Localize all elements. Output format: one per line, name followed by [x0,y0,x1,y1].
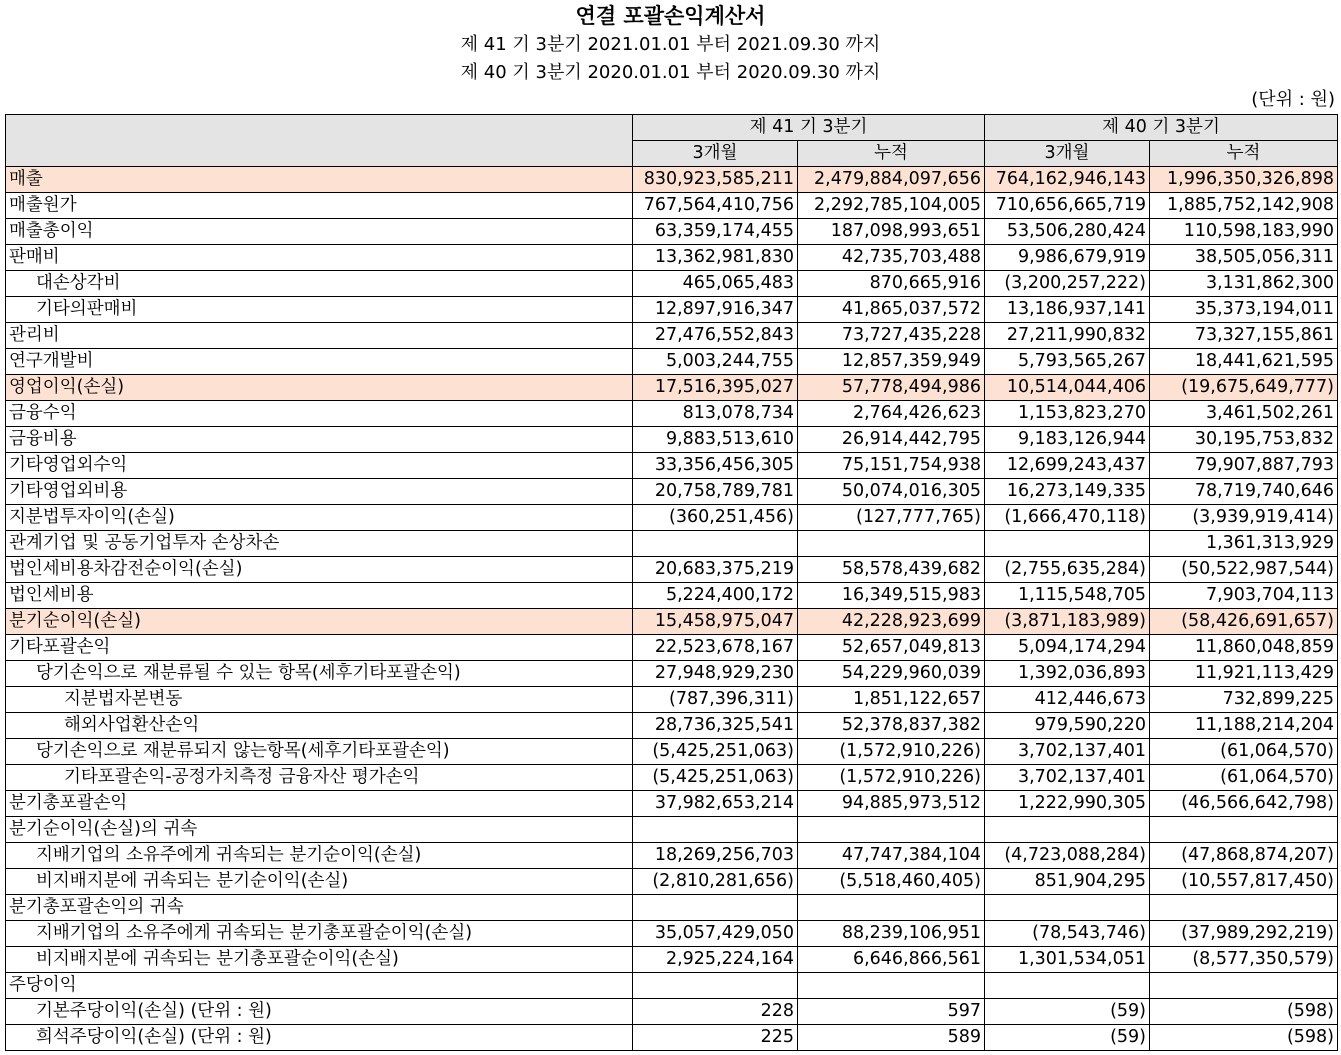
value-41-cumulative: 50,074,016,305 [798,479,985,505]
value-41-cumulative [798,531,985,557]
row-label: 기타의판매비 [6,297,633,323]
value-40-3month: (59) [985,1025,1150,1051]
value-40-cumulative: 110,598,183,990 [1150,219,1338,245]
row-label: 매출총이익 [6,219,633,245]
value-40-cumulative: 11,860,048,859 [1150,635,1338,661]
row-label: 비지배지분에 귀속되는 분기총포괄순이익(손실) [6,947,633,973]
value-41-cumulative: 58,578,439,682 [798,557,985,583]
value-41-cumulative: 52,657,049,813 [798,635,985,661]
value-40-cumulative: (46,566,642,798) [1150,791,1338,817]
value-40-3month: (3,871,183,989) [985,609,1150,635]
statement-title: 연결 포괄손익계산서 [575,4,766,28]
value-40-cumulative: 78,719,740,646 [1150,479,1338,505]
value-40-cumulative: 1,361,313,929 [1150,531,1338,557]
value-41-3month: 33,356,456,305 [633,453,798,479]
table-row [6,687,1338,713]
value-41-3month: 27,476,552,843 [633,323,798,349]
value-41-3month: 228 [633,999,798,1025]
row-label: 법인세비용차감전순이익(손실) [6,557,633,583]
value-40-3month: 10,514,044,406 [985,375,1150,401]
value-40-cumulative: 3,461,502,261 [1150,401,1338,427]
value-41-3month: (360,251,456) [633,505,798,531]
value-40-3month: 710,656,665,719 [985,193,1150,219]
table-row [6,453,1338,479]
value-40-3month: 764,162,946,143 [985,167,1150,193]
table-row [6,661,1338,687]
value-40-3month [985,973,1150,999]
table-row [6,895,1338,921]
prior-period: 제 40 기 3분기 2020.01.01 부터 2020.09.30 까지 [460,62,881,83]
row-label: 금융비용 [6,427,633,453]
row-label: 분기순이익(손실)의 귀속 [6,817,633,843]
value-41-3month: 225 [633,1025,798,1051]
value-40-3month [985,895,1150,921]
row-label: 연구개발비 [6,349,633,375]
value-40-cumulative: (61,064,570) [1150,739,1338,765]
value-40-cumulative: (50,522,987,544) [1150,557,1338,583]
value-40-3month: 979,590,220 [985,713,1150,739]
value-40-3month: 3,702,137,401 [985,739,1150,765]
table-row [6,375,1338,401]
value-41-cumulative: 42,735,703,488 [798,245,985,271]
row-label: 비지배지분에 귀속되는 분기순이익(손실) [6,869,633,895]
row-label: 관계기업 및 공동기업투자 손상차손 [6,531,633,557]
header-period-41: 제 41 기 3분기 [633,115,985,141]
value-41-cumulative: 6,646,866,561 [798,947,985,973]
value-41-3month: 813,078,734 [633,401,798,427]
value-41-cumulative: 41,865,037,572 [798,297,985,323]
value-41-3month [633,817,798,843]
value-40-3month: (59) [985,999,1150,1025]
value-40-cumulative: (58,426,691,657) [1150,609,1338,635]
value-40-cumulative: (3,939,919,414) [1150,505,1338,531]
row-label: 해외사업환산손익 [6,713,633,739]
value-40-cumulative: (598) [1150,1025,1338,1051]
value-41-3month: 27,948,929,230 [633,661,798,687]
value-40-3month: 5,793,565,267 [985,349,1150,375]
value-40-cumulative: (61,064,570) [1150,765,1338,791]
table-row [6,193,1338,219]
value-41-cumulative [798,973,985,999]
value-41-3month: (787,396,311) [633,687,798,713]
value-40-cumulative: (19,675,649,777) [1150,375,1338,401]
value-41-cumulative: (1,572,910,226) [798,765,985,791]
table-row [6,297,1338,323]
value-41-cumulative: 2,479,884,097,656 [798,167,985,193]
table-row [6,531,1338,557]
value-41-cumulative: 2,292,785,104,005 [798,193,985,219]
table-row [6,921,1338,947]
table-row [6,765,1338,791]
value-41-cumulative: 187,098,993,651 [798,219,985,245]
value-40-3month: 5,094,174,294 [985,635,1150,661]
value-40-3month: 13,186,937,141 [985,297,1150,323]
value-40-cumulative: 18,441,621,595 [1150,349,1338,375]
value-41-3month: (2,810,281,656) [633,869,798,895]
row-label: 당기손익으로 재분류될 수 있는 항목(세후기타포괄손익) [6,661,633,687]
value-41-cumulative: 47,747,384,104 [798,843,985,869]
value-41-cumulative [798,817,985,843]
value-41-cumulative: (5,518,460,405) [798,869,985,895]
row-label: 기타포괄손익-공정가치측정 금융자산 평가손익 [6,765,633,791]
row-label: 분기총포괄손익의 귀속 [6,895,633,921]
value-40-cumulative: 3,131,862,300 [1150,271,1338,297]
value-40-cumulative: 79,907,887,793 [1150,453,1338,479]
row-label: 판매비 [6,245,633,271]
value-40-3month: 1,115,548,705 [985,583,1150,609]
table-row [6,791,1338,817]
table-row [6,1025,1338,1051]
value-40-3month [985,817,1150,843]
row-label: 매출원가 [6,193,633,219]
table-row [6,843,1338,869]
value-41-3month [633,973,798,999]
value-41-cumulative: 57,778,494,986 [798,375,985,401]
value-41-cumulative: 16,349,515,983 [798,583,985,609]
row-label: 지분법투자이익(손실) [6,505,633,531]
value-41-3month: (5,425,251,063) [633,739,798,765]
row-label: 지배기업의 소유주에게 귀속되는 분기순이익(손실) [6,843,633,869]
value-41-3month: 2,925,224,164 [633,947,798,973]
value-40-3month: (1,666,470,118) [985,505,1150,531]
value-40-3month: 1,392,036,893 [985,661,1150,687]
row-label: 기타영업외수익 [6,453,633,479]
value-40-3month: 16,273,149,335 [985,479,1150,505]
value-41-3month: 18,269,256,703 [633,843,798,869]
row-label: 관리비 [6,323,633,349]
value-41-3month: 830,923,585,211 [633,167,798,193]
table-row [6,635,1338,661]
value-41-3month: 63,359,174,455 [633,219,798,245]
value-40-cumulative: (10,557,817,450) [1150,869,1338,895]
table-row [6,271,1338,297]
row-label: 대손상각비 [6,271,633,297]
value-41-3month [633,895,798,921]
value-40-3month: 1,222,990,305 [985,791,1150,817]
table-row [6,219,1338,245]
value-41-3month: 28,736,325,541 [633,713,798,739]
value-41-3month: 9,883,513,610 [633,427,798,453]
value-40-cumulative: 11,188,214,204 [1150,713,1338,739]
value-41-cumulative: 73,727,435,228 [798,323,985,349]
header-41-cumulative: 누적 [798,141,985,167]
header-period-40: 제 40 기 3분기 [985,115,1338,141]
value-41-3month: 465,065,483 [633,271,798,297]
row-label: 금융수익 [6,401,633,427]
table-row [6,557,1338,583]
row-label: 희석주당이익(손실) (단위 : 원) [6,1025,633,1051]
value-41-3month: 13,362,981,830 [633,245,798,271]
row-label: 기본주당이익(손실) (단위 : 원) [6,999,633,1025]
value-41-cumulative: 54,229,960,039 [798,661,985,687]
value-41-3month: 767,564,410,756 [633,193,798,219]
value-40-3month: 27,211,990,832 [985,323,1150,349]
value-41-cumulative [798,895,985,921]
value-40-3month: (2,755,635,284) [985,557,1150,583]
value-40-cumulative: 1,885,752,142,908 [1150,193,1338,219]
table-row [6,713,1338,739]
row-label: 법인세비용 [6,583,633,609]
row-label: 당기손익으로 재분류되지 않는항목(세후기타포괄손익) [6,739,633,765]
value-41-cumulative: 88,239,106,951 [798,921,985,947]
value-40-cumulative: (37,989,292,219) [1150,921,1338,947]
row-label: 영업이익(손실) [6,375,633,401]
value-40-3month: 3,702,137,401 [985,765,1150,791]
value-40-3month: 1,301,534,051 [985,947,1150,973]
table-row [6,739,1338,765]
value-40-cumulative [1150,895,1338,921]
table-row [6,349,1338,375]
value-41-cumulative: 1,851,122,657 [798,687,985,713]
income-statement-table [5,114,1338,1051]
value-41-3month [633,531,798,557]
value-40-3month: 12,699,243,437 [985,453,1150,479]
value-40-cumulative [1150,973,1338,999]
value-41-cumulative: (1,572,910,226) [798,739,985,765]
value-40-cumulative: (8,577,350,579) [1150,947,1338,973]
header-blank [6,115,633,167]
header-row-periods [6,115,1338,141]
table-row [6,817,1338,843]
row-label: 주당이익 [6,973,633,999]
value-40-3month: 9,183,126,944 [985,427,1150,453]
value-40-cumulative: (47,868,874,207) [1150,843,1338,869]
value-40-3month: 412,446,673 [985,687,1150,713]
value-40-3month: (3,200,257,222) [985,271,1150,297]
value-41-cumulative: 589 [798,1025,985,1051]
value-40-cumulative [1150,817,1338,843]
value-40-3month [985,531,1150,557]
table-row [6,401,1338,427]
value-41-3month: 5,003,244,755 [633,349,798,375]
table-row [6,609,1338,635]
value-41-cumulative: 26,914,442,795 [798,427,985,453]
value-41-3month: (5,425,251,063) [633,765,798,791]
header-40-cumulative: 누적 [1150,141,1338,167]
value-40-3month: (4,723,088,284) [985,843,1150,869]
table-row [6,245,1338,271]
table-row [6,427,1338,453]
value-40-3month: (78,543,746) [985,921,1150,947]
current-period: 제 41 기 3분기 2021.01.01 부터 2021.09.30 까지 [460,34,881,55]
table-row [6,479,1338,505]
value-41-3month: 20,683,375,219 [633,557,798,583]
table-row [6,323,1338,349]
header-40-3month: 3개월 [985,141,1150,167]
value-40-cumulative: 11,921,113,429 [1150,661,1338,687]
row-label: 분기총포괄손익 [6,791,633,817]
value-40-cumulative: 1,996,350,326,898 [1150,167,1338,193]
table-row [6,973,1338,999]
value-41-3month: 12,897,916,347 [633,297,798,323]
value-41-3month: 5,224,400,172 [633,583,798,609]
value-41-3month: 17,516,395,027 [633,375,798,401]
row-label: 기타영업외비용 [6,479,633,505]
value-41-cumulative: 42,228,923,699 [798,609,985,635]
value-41-3month: 22,523,678,167 [633,635,798,661]
table-row [6,583,1338,609]
row-label: 지분법자본변동 [6,687,633,713]
value-40-cumulative: 732,899,225 [1150,687,1338,713]
row-label: 분기순이익(손실) [6,609,633,635]
value-41-cumulative: 52,378,837,382 [798,713,985,739]
value-41-3month: 20,758,789,781 [633,479,798,505]
table-row [6,947,1338,973]
table-row [6,869,1338,895]
value-40-cumulative: (598) [1150,999,1338,1025]
row-label: 지배기업의 소유주에게 귀속되는 분기총포괄순이익(손실) [6,921,633,947]
table-row [6,167,1338,193]
table-row [6,505,1338,531]
value-40-cumulative: 30,195,753,832 [1150,427,1338,453]
value-40-cumulative: 7,903,704,113 [1150,583,1338,609]
table-row [6,999,1338,1025]
value-41-3month: 15,458,975,047 [633,609,798,635]
value-40-3month: 9,986,679,919 [985,245,1150,271]
value-41-cumulative: 597 [798,999,985,1025]
value-41-cumulative: 94,885,973,512 [798,791,985,817]
row-label: 기타포괄손익 [6,635,633,661]
value-41-3month: 37,982,653,214 [633,791,798,817]
value-40-cumulative: 38,505,056,311 [1150,245,1338,271]
value-40-3month: 1,153,823,270 [985,401,1150,427]
value-41-cumulative: 2,764,426,623 [798,401,985,427]
value-41-3month: 35,057,429,050 [633,921,798,947]
row-label: 매출 [6,167,633,193]
value-41-cumulative: 12,857,359,949 [798,349,985,375]
value-40-cumulative: 73,327,155,861 [1150,323,1338,349]
header-41-3month: 3개월 [633,141,798,167]
value-40-3month: 53,506,280,424 [985,219,1150,245]
value-41-cumulative: 870,665,916 [798,271,985,297]
value-41-cumulative: 75,151,754,938 [798,453,985,479]
value-40-cumulative: 35,373,194,011 [1150,297,1338,323]
unit-label: (단위 : 원) [1251,89,1335,110]
value-41-cumulative: (127,777,765) [798,505,985,531]
value-40-3month: 851,904,295 [985,869,1150,895]
